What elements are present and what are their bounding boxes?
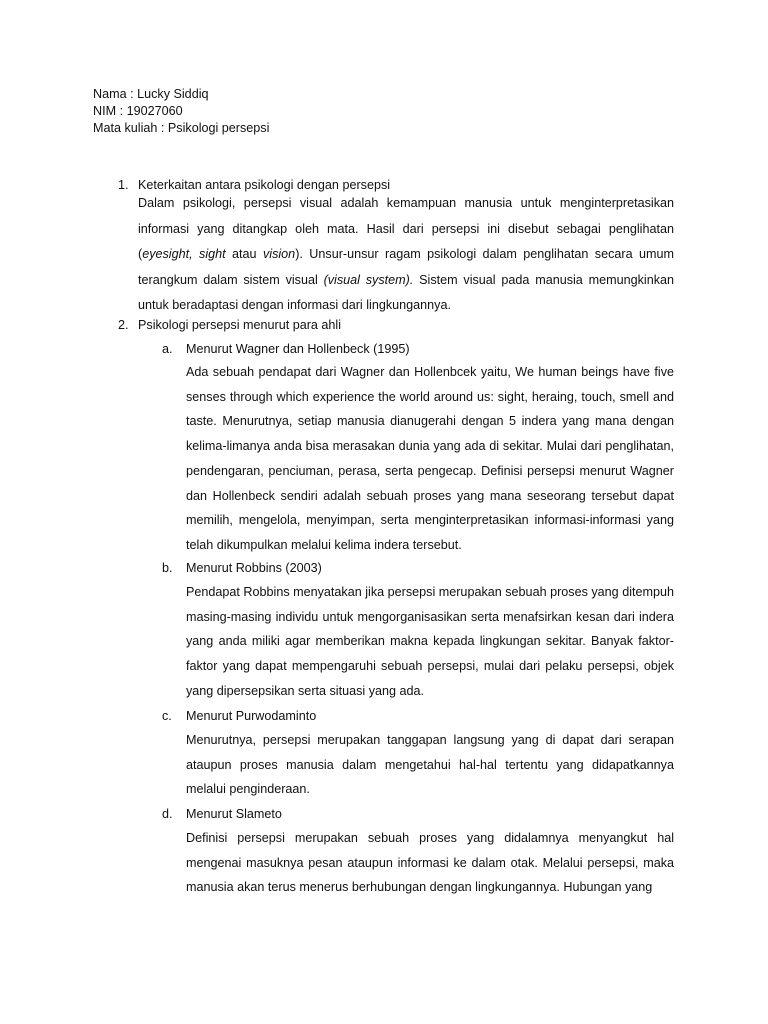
student-info: [93, 86, 269, 137]
section-2-title: Psikologi persepsi menurut para ahli: [138, 318, 342, 332]
item-a-title: Menurut Wagner dan Hollenbeck (1995): [186, 342, 410, 356]
section-2-number: 2.: [118, 318, 129, 332]
item-c-letter: c.: [162, 709, 172, 723]
section-1-text-mid: ). Unsur-unsur ragam psikologi dalam penglihatan secara umum terangkum dalam sistem visual: [138, 247, 674, 287]
item-a-paragraph: Ada sebuah pendapat dari Wagner dan Hollenbcek yaitu, We human beings have five senses through which experience the world around us: sight, heraing, touch, smell and taste. Menurutnya, setiap manusia dianugerahi dengan 5 indera yang mana dengan kelima-limanya anda bisa merasakan dunia yang ada di sekitar. Mulai dari penglihatan, pendengaran, penciuman, perasa, serta pengecap. Definisi persepsi menurut Wagner dan Hollenbeck sendiri adalah sebuah proses yang mana seseorang tersebut dapat memilih, mengelola, menyimpan, serta menginterpretasikan informasi-informasi yang telah dikumpulkan melalui kelima indera tersebut.: [186, 365, 674, 552]
section-1-text-end: Sistem visual pada manusia memungkinkan untuk beradaptasi dengan informasi dari lingkungannya.: [138, 272, 674, 312]
section-1-title: Keterkaitan antara psikologi dengan persepsi: [138, 178, 391, 192]
course-name: Mata kuliah : Psikologi persepsi: [93, 121, 270, 135]
section-1-text-start: Dalam psikologi, persepsi visual adalah kemampuan manusia untuk menginterpretasikan informasi yang ditangkap oleh mata. Hasil dari persepsi ini disebut sebagai penglihatan (: [138, 196, 674, 261]
section-1-text-atau: atau: [225, 247, 263, 261]
item-b-title: Menurut Robbins (2003): [186, 561, 322, 575]
item-c-title: Menurut Purwodaminto: [186, 709, 317, 723]
section-1-paragraph: [138, 191, 674, 319]
item-d-letter: d.: [162, 807, 173, 821]
item-d-title: Menurut Slameto: [186, 807, 282, 821]
section-1-italic-eyesight: eyesight, sight: [142, 247, 226, 261]
item-b-paragraph: Pendapat Robbins menyatakan jika persepsi merupakan sebuah proses yang ditempuh masing-masing individu untuk mengorganisasikan serta menafsirkan kesan dari indera yang anda miliki agar memberikan makna kepada lingkungan sekitar. Banyak faktor-faktor yang dapat mempengaruhi sebuah persepsi, mulai dari pelaku persepsi, objek yang dipersepsikan serta situasi yang ada.: [186, 585, 674, 698]
item-b-letter: b.: [162, 561, 173, 575]
section-1-italic-vision: vision: [262, 247, 296, 261]
student-nim: NIM : 19027060: [93, 104, 183, 118]
item-c-paragraph: Menurutnya, persepsi merupakan tanggapan langsung yang di dapat dari serapan ataupun proses manusia dalam mengetahui hal-hal tertentu yang didapatkannya melalui penginderaan.: [186, 733, 674, 797]
section-1-number: 1.: [118, 178, 129, 192]
item-a-letter: a.: [162, 342, 173, 356]
student-name: Nama : Lucky Siddiq: [93, 87, 209, 101]
section-1-italic-visual-system: (visual system).: [323, 272, 414, 287]
item-d-paragraph: Definisi persepsi merupakan sebuah proses yang didalamnya menyangkut hal mengenai masuknya pesan ataupun informasi ke dalam otak. Melalui persepsi, maka manusia akan terus menerus berhubungan dengan lingkungannya. Hubungan yang: [186, 831, 674, 895]
